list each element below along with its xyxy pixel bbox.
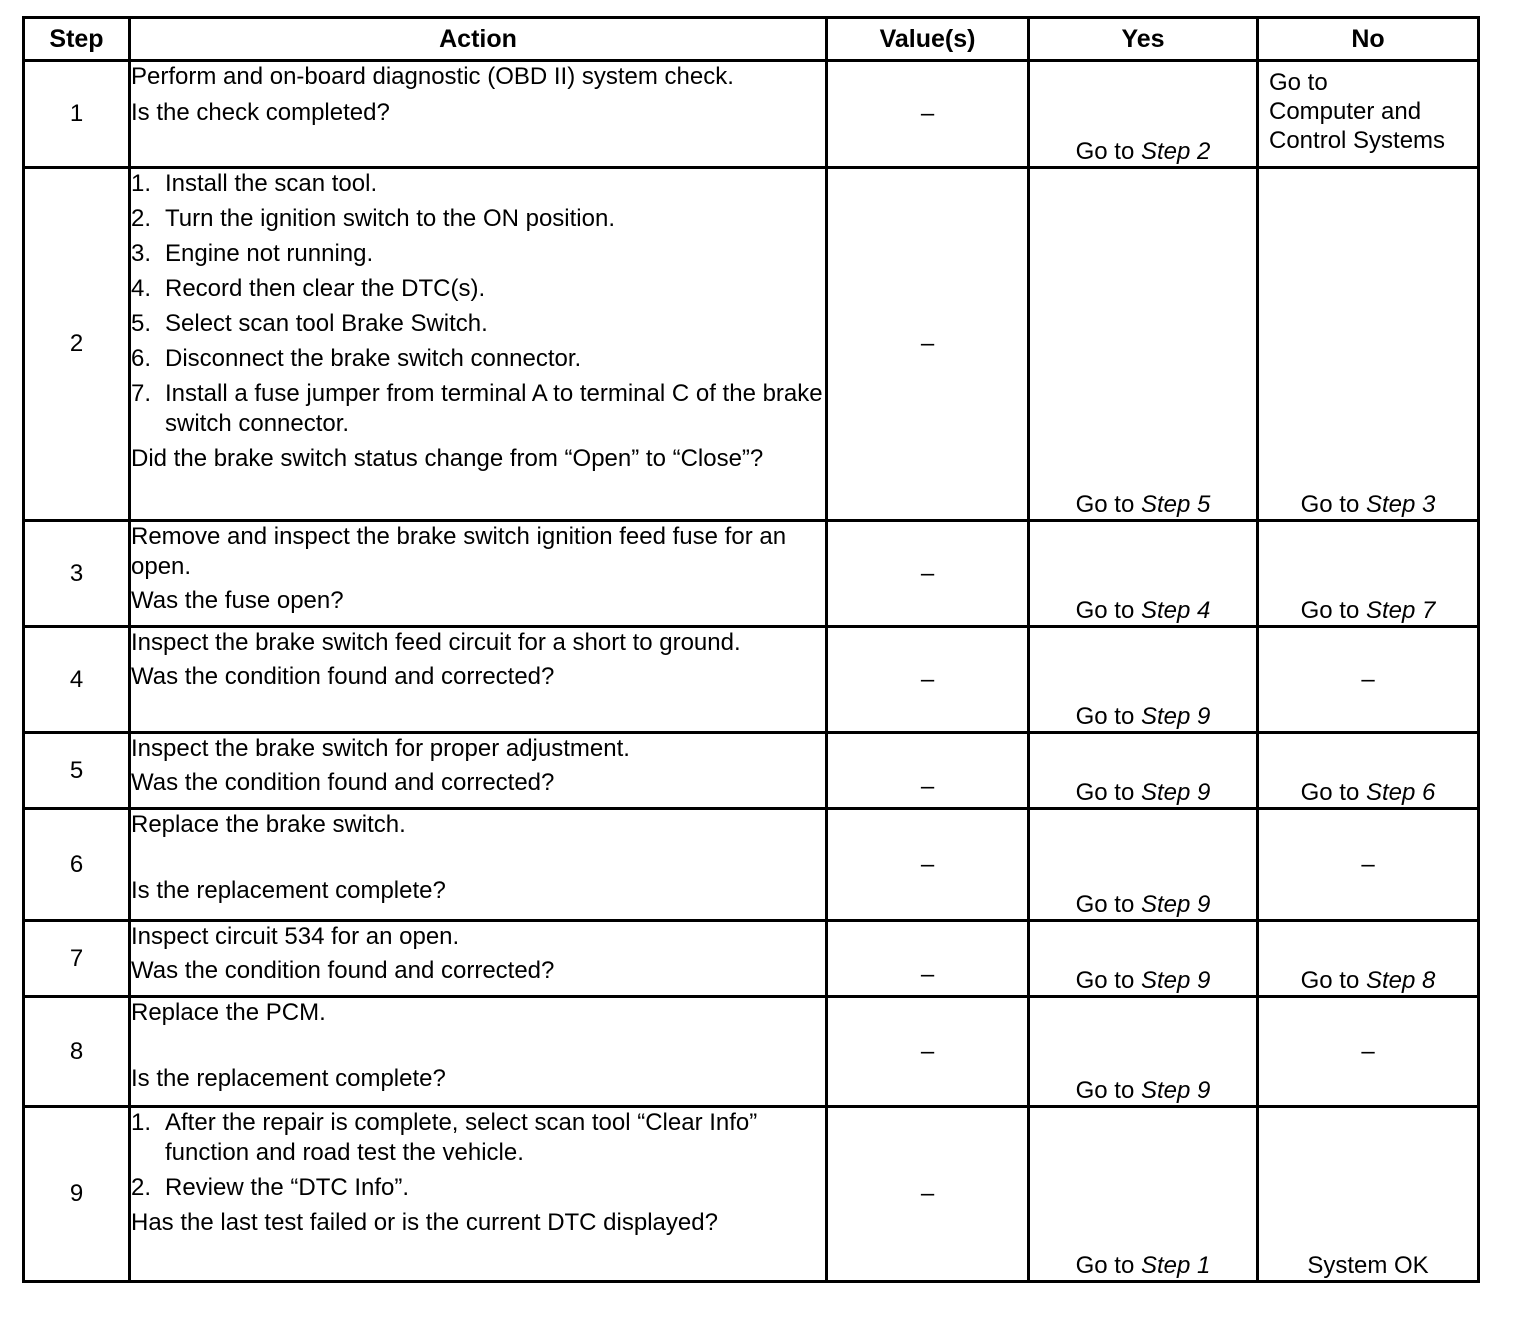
goto-prefix: Go to	[1300, 779, 1360, 806]
goto-prefix: Go to	[1075, 779, 1135, 806]
no-cell: System OK	[1258, 1107, 1479, 1282]
no-cell: –	[1258, 809, 1479, 921]
yes-cell	[1029, 61, 1258, 168]
table-row	[24, 733, 1479, 809]
action-item-number: 5.	[131, 310, 152, 337]
table-row	[24, 809, 1479, 921]
action-question: Was the condition found and corrected?	[131, 769, 555, 796]
no-step-ref: Step 8	[1365, 967, 1436, 994]
yes-step-ref: Step 9	[1140, 703, 1211, 730]
header-no: No	[1258, 18, 1479, 61]
action-item-text: Record then clear the DTC(s).	[165, 275, 486, 302]
yes-step-ref: Step 9	[1140, 967, 1211, 994]
action-list-item	[131, 379, 825, 439]
header-values: Value(s)	[827, 18, 1029, 61]
action-question: Was the fuse open?	[131, 587, 344, 614]
action-list-item	[131, 169, 825, 199]
goto-prefix: Go to	[1075, 967, 1135, 994]
action-cell	[130, 809, 827, 921]
table-row	[24, 627, 1479, 733]
action-text: Perform and on-board diagnostic (OBD II) system check.	[131, 63, 734, 90]
action-cell	[130, 168, 827, 521]
table-row	[24, 521, 1479, 627]
yes-cell	[1029, 521, 1258, 627]
action-question: Has the last test failed or is the current DTC displayed?	[131, 1209, 718, 1236]
yes-step-ref: Step 9	[1140, 891, 1211, 918]
yes-cell	[1029, 809, 1258, 921]
step-number: 9	[24, 1107, 130, 1282]
action-list-item	[131, 204, 825, 234]
yes-cell	[1029, 168, 1258, 521]
no-step-ref: Step 3	[1365, 491, 1436, 518]
no-cell	[1258, 521, 1479, 627]
action-text: Inspect the brake switch for proper adjustment.	[131, 735, 630, 762]
action-question: Is the check completed?	[131, 99, 390, 126]
yes-cell	[1029, 921, 1258, 997]
table-row	[24, 997, 1479, 1107]
value-cell: –	[827, 809, 1029, 921]
goto-prefix: Go to	[1075, 597, 1135, 624]
action-cell	[130, 61, 827, 168]
no-cell	[1258, 168, 1479, 521]
goto-prefix: Go to	[1300, 597, 1360, 624]
yes-step-ref: Step 4	[1140, 597, 1211, 624]
action-item-text: Engine not running.	[165, 240, 374, 267]
table-row	[24, 61, 1479, 168]
no-cell: Go to Computer and Control Systems	[1258, 61, 1479, 168]
action-item-text: Turn the ignition switch to the ON position.	[165, 205, 615, 232]
goto-prefix: Go to	[1075, 138, 1135, 165]
spacer	[131, 840, 825, 876]
no-cell	[1258, 921, 1479, 997]
step-number: 4	[24, 627, 130, 733]
value-cell: –	[827, 997, 1029, 1107]
action-cell	[130, 627, 827, 733]
action-text: Replace the PCM.	[131, 999, 326, 1026]
goto-prefix: Go to	[1075, 491, 1135, 518]
yes-step-ref: Step 5	[1140, 491, 1211, 518]
action-question: Is the replacement complete?	[131, 1065, 446, 1092]
goto-prefix: Go to	[1300, 967, 1360, 994]
action-item-number: 7.	[131, 380, 152, 407]
no-cell: –	[1258, 997, 1479, 1107]
goto-prefix: Go to	[1075, 703, 1135, 730]
action-list-item	[131, 1108, 825, 1168]
goto-prefix: Go to	[1300, 491, 1360, 518]
header-row	[24, 18, 1479, 61]
value-cell: –	[827, 1107, 1029, 1282]
spacer	[131, 1028, 825, 1064]
yes-cell	[1029, 627, 1258, 733]
step-number: 5	[24, 733, 130, 809]
action-item-text: Review the “DTC Info”.	[165, 1174, 410, 1201]
yes-cell	[1029, 997, 1258, 1107]
no-cell	[1258, 733, 1479, 809]
value-cell: –	[827, 61, 1029, 168]
action-item-text: Install the scan tool.	[165, 170, 378, 197]
no-step-ref: Step 6	[1365, 779, 1436, 806]
action-question: Was the condition found and corrected?	[131, 663, 555, 690]
action-item-text: Disconnect the brake switch connector.	[165, 345, 582, 372]
action-item-number: 4.	[131, 275, 152, 302]
action-cell	[130, 997, 827, 1107]
action-list-item	[131, 1173, 825, 1203]
value-cell: –	[827, 168, 1029, 521]
table-row	[24, 168, 1479, 521]
action-question: Is the replacement complete?	[131, 877, 446, 904]
header-step: Step	[24, 18, 130, 61]
value-cell: –	[827, 921, 1029, 997]
action-item-number: 3.	[131, 240, 152, 267]
action-item-number: 2.	[131, 205, 152, 232]
action-cell	[130, 733, 827, 809]
goto-prefix: Go to	[1075, 1252, 1135, 1279]
action-cell	[130, 921, 827, 997]
yes-step-ref: Step 1	[1140, 1252, 1211, 1279]
action-list-item	[131, 344, 825, 374]
step-number: 7	[24, 921, 130, 997]
table-row	[24, 921, 1479, 997]
yes-step-ref: Step 2	[1140, 138, 1211, 165]
action-text: Inspect circuit 534 for an open.	[131, 923, 460, 950]
header-action: Action	[130, 18, 827, 61]
action-item-text: Install a fuse jumper from terminal A to terminal C of the brake switch connector.	[165, 380, 823, 437]
yes-cell	[1029, 733, 1258, 809]
value-cell: –	[827, 733, 1029, 809]
step-number: 1	[24, 61, 130, 168]
value-cell: –	[827, 521, 1029, 627]
step-number: 2	[24, 168, 130, 521]
action-item-number: 6.	[131, 345, 152, 372]
action-text: Remove and inspect the brake switch ignition feed fuse for an open.	[131, 523, 787, 580]
goto-prefix: Go to	[1075, 891, 1135, 918]
action-text: Replace the brake switch.	[131, 811, 406, 838]
no-cell: –	[1258, 627, 1479, 733]
action-item-number: 1.	[131, 1109, 152, 1136]
yes-cell	[1029, 1107, 1258, 1282]
action-list-item	[131, 274, 825, 304]
step-number: 3	[24, 521, 130, 627]
action-item-number: 2.	[131, 1174, 152, 1201]
action-item-text: Select scan tool Brake Switch.	[165, 310, 488, 337]
action-cell	[130, 1107, 827, 1282]
action-cell	[130, 521, 827, 627]
step-number: 6	[24, 809, 130, 921]
goto-prefix: Go to	[1075, 1077, 1135, 1104]
step-number: 8	[24, 997, 130, 1107]
action-question: Did the brake switch status change from “Open” to “Close”?	[131, 445, 764, 472]
action-list-item	[131, 309, 825, 339]
action-item-number: 1.	[131, 170, 152, 197]
header-yes: Yes	[1029, 18, 1258, 61]
diagnostic-table	[22, 16, 1480, 1283]
yes-step-ref: Step 9	[1140, 1077, 1211, 1104]
action-text: Inspect the brake switch feed circuit for a short to ground.	[131, 629, 741, 656]
action-list-item	[131, 239, 825, 269]
action-item-text: After the repair is complete, select scan tool “Clear Info” function and road test the vehicle.	[165, 1109, 758, 1166]
no-step-ref: Step 7	[1365, 597, 1436, 624]
yes-step-ref: Step 9	[1140, 779, 1211, 806]
table-row	[24, 1107, 1479, 1282]
value-cell: –	[827, 627, 1029, 733]
action-question: Was the condition found and corrected?	[131, 957, 555, 984]
